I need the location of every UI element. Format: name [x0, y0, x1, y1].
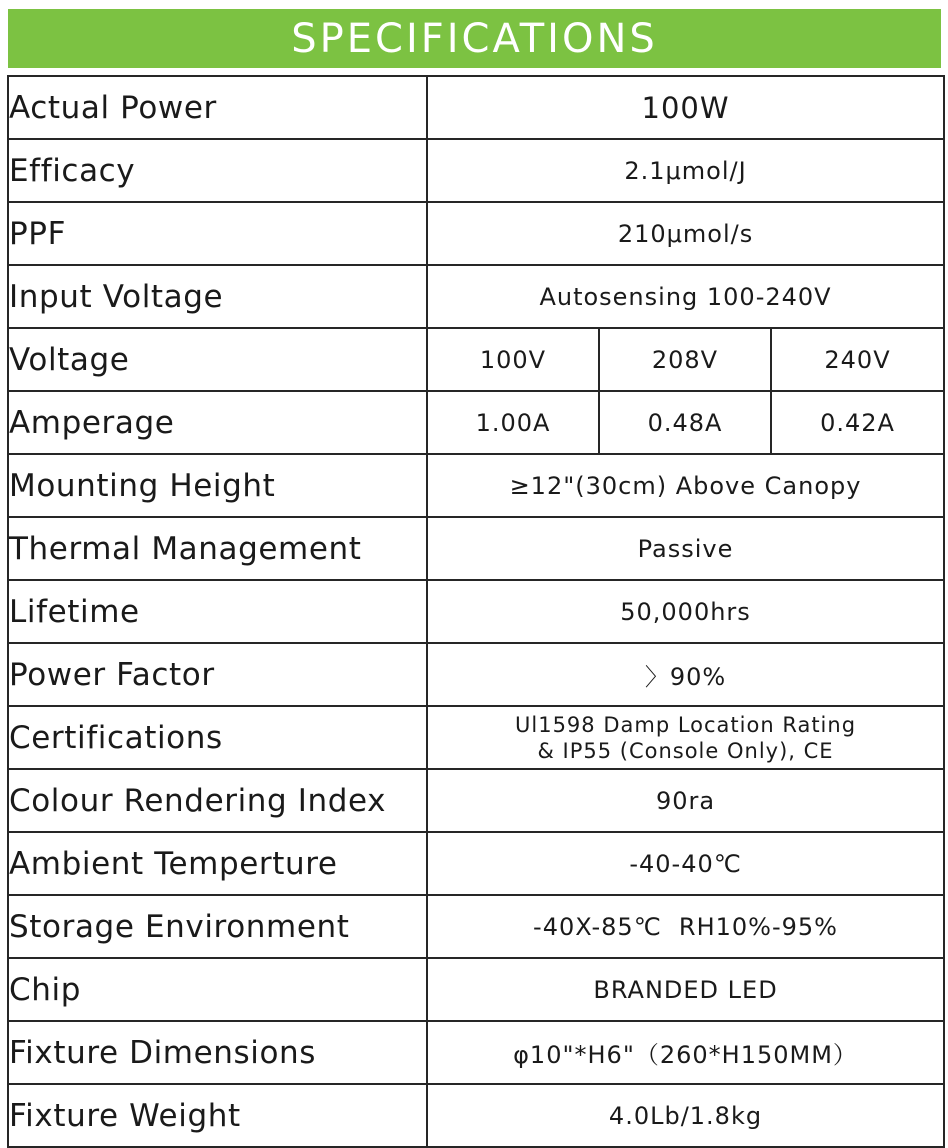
label-amperage: Amperage [8, 391, 427, 454]
label-mounting-height: Mounting Height [8, 454, 427, 517]
value-voltage-1: 100V [427, 328, 599, 391]
value-amperage-1: 1.00A [427, 391, 599, 454]
label-chip: Chip [8, 958, 427, 1021]
row-colour-rendering-index [8, 769, 944, 832]
value-power-factor: 〉90% [427, 643, 944, 706]
row-actual-power [8, 76, 944, 139]
row-efficacy [8, 139, 944, 202]
value-input-voltage: Autosensing 100-240V [427, 265, 944, 328]
banner-title: SPECIFICATIONS [291, 15, 658, 62]
value-chip: BRANDED LED [427, 958, 944, 1021]
value-thermal-management: Passive [427, 517, 944, 580]
label-colour-rendering-index: Colour Rendering Index [8, 769, 427, 832]
value-voltage-2: 208V [599, 328, 771, 391]
value-ppf: 210μmol/s [427, 202, 944, 265]
value-colour-rendering-index: 90ra [427, 769, 944, 832]
label-fixture-weight: Fixture Weight [8, 1084, 427, 1147]
value-ambient-temperature: -40-40℃ [427, 832, 944, 895]
value-storage-environment: -40X-85℃ RH10%-95% [427, 895, 944, 958]
row-lifetime [8, 580, 944, 643]
row-input-voltage [8, 265, 944, 328]
value-lifetime: 50,000hrs [427, 580, 944, 643]
specifications-table [7, 75, 945, 1148]
label-actual-power: Actual Power [8, 76, 427, 139]
value-fixture-weight: 4.0Lb/1.8kg [427, 1084, 944, 1147]
label-certifications: Certifications [8, 706, 427, 769]
row-fixture-dimensions [8, 1021, 944, 1084]
row-certifications [8, 706, 944, 769]
value-actual-power: 100W [427, 76, 944, 139]
row-thermal-management [8, 517, 944, 580]
value-mounting-height: ≥12"(30cm) Above Canopy [427, 454, 944, 517]
value-fixture-dimensions: φ10"*H6"（260*H150MM） [427, 1021, 944, 1084]
label-ppf: PPF [8, 202, 427, 265]
value-voltage-3: 240V [771, 328, 944, 391]
row-chip [8, 958, 944, 1021]
label-lifetime: Lifetime [8, 580, 427, 643]
label-efficacy: Efficacy [8, 139, 427, 202]
label-power-factor: Power Factor [8, 643, 427, 706]
value-amperage-3: 0.42A [771, 391, 944, 454]
label-storage-environment: Storage Environment [8, 895, 427, 958]
row-mounting-height [8, 454, 944, 517]
certifications-line-2: & IP55 (Console Only), CE [537, 738, 834, 763]
certifications-line-1: Ul1598 Damp Location Rating [515, 712, 857, 737]
row-power-factor [8, 643, 944, 706]
label-input-voltage: Input Voltage [8, 265, 427, 328]
row-ppf [8, 202, 944, 265]
row-storage-environment [8, 895, 944, 958]
value-efficacy: 2.1μmol/J [427, 139, 944, 202]
row-ambient-temperature [8, 832, 944, 895]
row-fixture-weight [8, 1084, 944, 1147]
label-thermal-management: Thermal Management [8, 517, 427, 580]
row-amperage [8, 391, 944, 454]
value-amperage-2: 0.48A [599, 391, 771, 454]
label-fixture-dimensions: Fixture Dimensions [8, 1021, 427, 1084]
specifications-banner [8, 9, 941, 68]
value-certifications [427, 706, 944, 769]
label-voltage: Voltage [8, 328, 427, 391]
row-voltage [8, 328, 944, 391]
label-ambient-temperature: Ambient Temperture [8, 832, 427, 895]
